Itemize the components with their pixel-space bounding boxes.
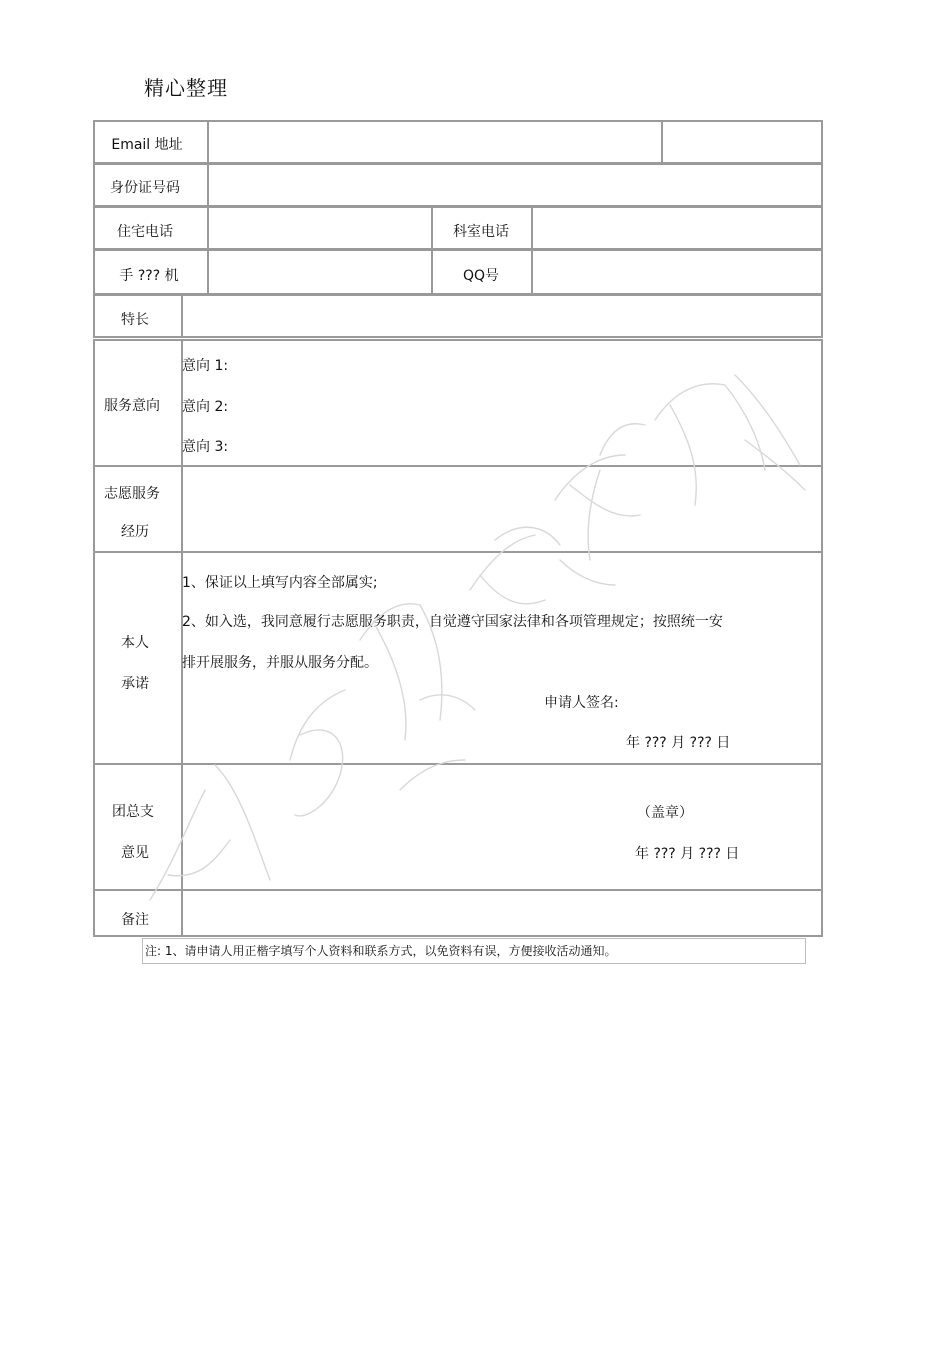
commitment-item-2-line2: 排开展服务，并服从服务分配。 xyxy=(182,655,378,671)
specialty-label: 特长 xyxy=(121,312,149,328)
league-date: 年 ??? 月 ??? 日 xyxy=(635,846,740,862)
league-opinion-label-cell xyxy=(93,763,183,891)
volunteer-history-label-line1: 志愿服务 xyxy=(104,486,160,502)
intent-3: 意向 3: xyxy=(182,439,229,455)
email-label: Email 地址 xyxy=(111,137,183,153)
home-phone-field[interactable] xyxy=(207,206,433,250)
commitment-label-line1: 本人 xyxy=(121,635,149,651)
id-number-label: 身份证号码 xyxy=(110,180,180,196)
qq-label: QQ号 xyxy=(462,268,500,284)
volunteer-history-field[interactable] xyxy=(181,465,823,553)
footnote: 注: 1、请申请人用正楷字填写个人资料和联系方式，以免资料有误，方便接收活动通知。 xyxy=(142,938,806,964)
mobile-label: 手 ??? 机 xyxy=(119,268,179,284)
service-intent-label: 服务意向 xyxy=(104,398,160,414)
commitment-label-line2: 承诺 xyxy=(121,676,149,692)
league-opinion-label-line1: 团总支 xyxy=(112,804,154,820)
id-number-field[interactable] xyxy=(207,163,823,207)
home-phone-label: 住宅电话 xyxy=(117,224,173,240)
commitment-item-1: 1、保证以上填写内容全部属实; xyxy=(182,575,378,591)
remarks-label: 备注 xyxy=(121,912,149,928)
applicant-date: 年 ??? 月 ??? 日 xyxy=(626,735,731,751)
service-intent-field[interactable] xyxy=(181,339,823,467)
commitment-label-cell xyxy=(93,551,183,765)
league-opinion-field[interactable] xyxy=(181,763,823,891)
page-title: 精心整理 xyxy=(144,76,228,100)
remarks-field[interactable] xyxy=(181,889,823,937)
office-phone-label: 科室电话 xyxy=(453,224,509,240)
intent-1: 意向 1: xyxy=(182,358,229,374)
specialty-field[interactable] xyxy=(181,294,823,338)
seal-label: （盖章） xyxy=(637,805,693,821)
mobile-field[interactable] xyxy=(207,249,433,295)
email-extra-field[interactable] xyxy=(661,120,823,164)
volunteer-history-label-line2: 经历 xyxy=(121,524,149,540)
league-opinion-label-line2: 意见 xyxy=(121,845,149,861)
email-field[interactable] xyxy=(207,120,663,164)
applicant-signature-label: 申请人签名: xyxy=(544,695,619,711)
qq-field[interactable] xyxy=(531,249,823,295)
commitment-item-2-line1: 2、如入选，我同意履行志愿服务职责，自觉遵守国家法律和各项管理规定；按照统一安 xyxy=(182,614,723,630)
intent-2: 意向 2: xyxy=(182,399,229,415)
office-phone-field[interactable] xyxy=(531,206,823,250)
